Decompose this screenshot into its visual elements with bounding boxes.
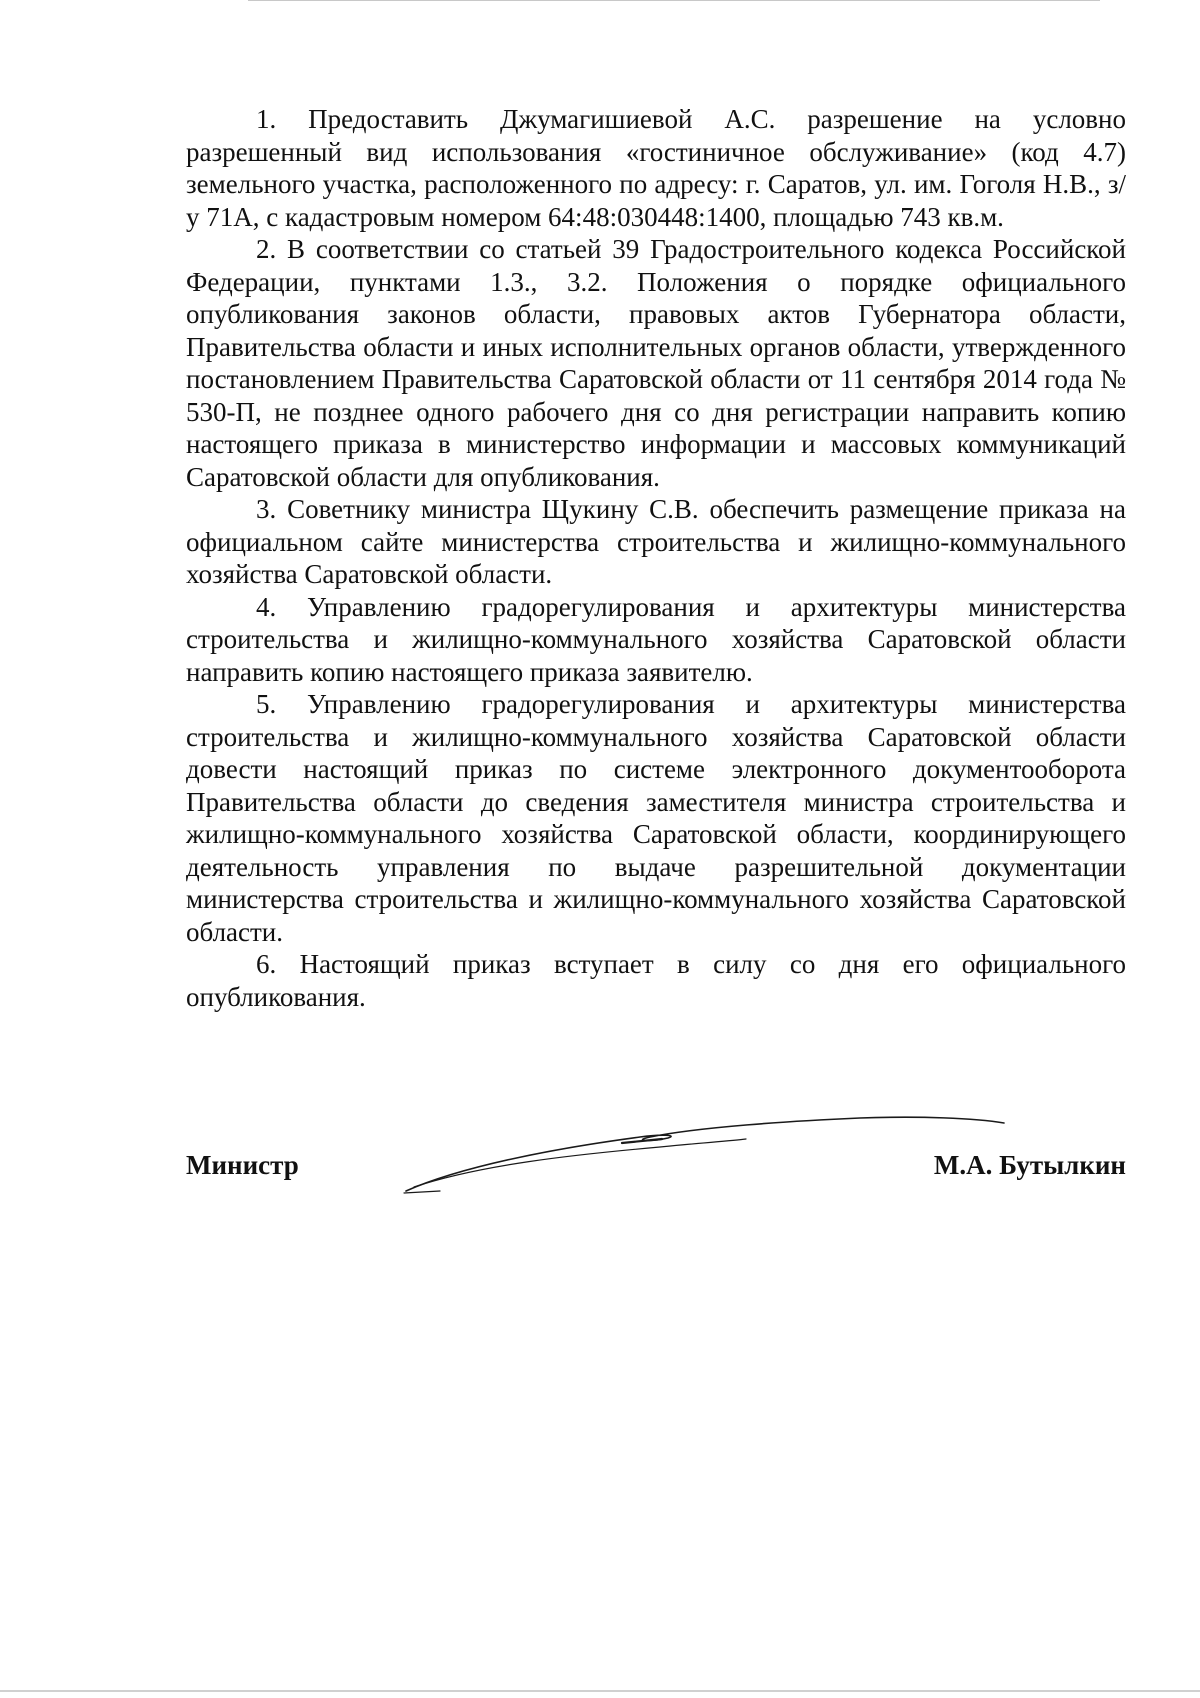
signature-block (186, 1150, 1126, 1194)
paragraph-6: 6. Настоящий приказ вступает в силу со дня его официального опубликования. (186, 949, 1126, 1012)
signatory-name: М.А. Бутылкин (933, 1150, 1126, 1180)
top-edge-rule (248, 0, 1100, 1)
paragraph-2: 2. В соответствии со статьей 39 Градостроительного кодекса Российской Федерации, пунктами 1.3., 3.2. Положения о порядке официального опубликования законов области, правовых актов Губернатора области, Правительства области и иных исполнительных органов области, утвержденного постановлением Правительства Саратовской области от 11 сентября 2014 года № 530-П, не позднее одного рабочего дня со дня регистрации направить копию настоящего приказа в министерство информации и массовых коммуникаций Саратовской области для опубликования. (186, 234, 1126, 492)
paragraph-1: 1. Предоставить Джумагишиевой А.С. разрешение на условно разрешенный вид использования «гостиничное обслуживание» (код 4.7) земельного участка, расположенного по адресу: г. Саратов, ул. им. Гоголя Н.В., з/у 71А, с кадастровым номером 64:48:030448:1400, площадью 743 кв.м. (186, 104, 1126, 232)
bottom-edge-rule (0, 1690, 1200, 1692)
document-body (186, 103, 1126, 1013)
paragraph-3: 3. Советнику министра Щукину С.В. обеспечить размещение приказа на официальном сайте министерства строительства и жилищно-коммунального хозяйства Саратовской области. (186, 494, 1126, 589)
signatory-title: Министр (186, 1150, 299, 1180)
paragraph-5: 5. Управлению градорегулирования и архитектуры министерства строительства и жилищно-коммунального хозяйства Саратовской области довести настоящий приказ по системе электронного документооборота Правительства области до сведения заместителя министра строительства и жилищно-коммунального хозяйства Саратовской области, координирующего деятельность управления по выдаче разрешительной документации министерства строительства и жилищно-коммунального хозяйства Саратовской области. (186, 689, 1126, 947)
paragraph-4: 4. Управлению градорегулирования и архитектуры министерства строительства и жилищно-коммунального хозяйства Саратовской области направить копию настоящего приказа заявителю. (186, 591, 1126, 687)
